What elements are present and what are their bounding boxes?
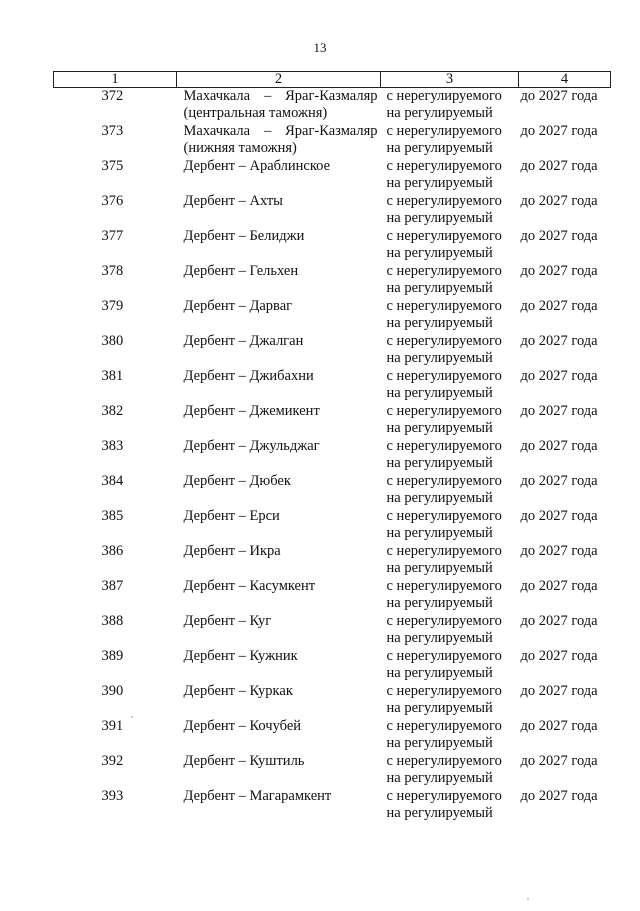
- change-text: на регулируемый: [386, 420, 493, 436]
- change-text: с нерегулируемого: [386, 298, 502, 314]
- term-cell: до 2027 года: [520, 298, 598, 314]
- change-text: на регулируемый: [386, 140, 493, 156]
- change-cell: [381, 788, 519, 823]
- table-row: [54, 543, 611, 578]
- route-cell: [177, 88, 381, 124]
- row-number: 377: [101, 228, 124, 244]
- change-text: с нерегулируемого: [386, 613, 502, 629]
- term-cell: до 2027 года: [520, 368, 598, 384]
- change-cell: [381, 333, 519, 368]
- table-body: [54, 88, 611, 824]
- table-row: [54, 368, 611, 403]
- route-text: Махачкала – Яраг-Казмаляр: [183, 123, 378, 139]
- change-text: с нерегулируемого: [386, 438, 502, 454]
- change-text: на регулируемый: [386, 490, 493, 506]
- table-header: [54, 72, 611, 88]
- change-cell: [381, 753, 519, 788]
- table-row: [54, 578, 611, 613]
- route-text: Дербент – Икра: [183, 543, 281, 559]
- term-cell: до 2027 года: [520, 578, 598, 594]
- row-number: 380: [101, 333, 124, 349]
- change-cell: [381, 123, 519, 158]
- change-text: на регулируемый: [386, 560, 493, 576]
- table-row: [54, 88, 611, 124]
- term-cell: до 2027 года: [520, 718, 598, 734]
- change-text: на регулируемый: [386, 525, 493, 541]
- route-text: Дербент – Кужник: [183, 648, 298, 664]
- table-row: [54, 333, 611, 368]
- change-text: с нерегулируемого: [386, 123, 502, 139]
- row-number: 376: [101, 193, 124, 209]
- change-text: на регулируемый: [386, 105, 493, 121]
- row-number: 384: [101, 473, 124, 489]
- change-text: на регулируемый: [386, 385, 493, 401]
- change-text: с нерегулируемого: [386, 788, 502, 804]
- route-text: Дербент – Дюбек: [183, 473, 291, 489]
- change-cell: [381, 718, 519, 753]
- change-cell: [381, 298, 519, 333]
- change-text: с нерегулируемого: [386, 718, 502, 734]
- route-cell: [177, 718, 381, 753]
- change-text: с нерегулируемого: [386, 193, 502, 209]
- column-header-1: 1: [54, 72, 177, 88]
- row-number: 386: [101, 543, 124, 559]
- term-cell: до 2027 года: [520, 403, 598, 419]
- route-text: (нижняя таможня): [183, 140, 297, 156]
- route-cell: [177, 648, 381, 683]
- route-cell: [177, 263, 381, 298]
- table-row: [54, 718, 611, 753]
- route-cell: [177, 228, 381, 263]
- term-cell: до 2027 года: [520, 648, 598, 664]
- table-row: [54, 473, 611, 508]
- route-cell: [177, 753, 381, 788]
- row-number: 379: [101, 298, 124, 314]
- scan-speck: [131, 716, 133, 718]
- row-number: 393: [101, 788, 124, 804]
- route-cell: [177, 578, 381, 613]
- term-cell: до 2027 года: [520, 438, 598, 454]
- route-text: Дербент – Белиджи: [183, 228, 305, 244]
- route-text: Дербент – Джалган: [183, 333, 304, 349]
- row-number: 389: [101, 648, 124, 664]
- change-cell: [381, 193, 519, 228]
- row-number: 383: [101, 438, 124, 454]
- routes-table: [53, 71, 611, 823]
- route-cell: [177, 333, 381, 368]
- change-text: на регулируемый: [386, 455, 493, 471]
- change-cell: [381, 88, 519, 124]
- term-cell: до 2027 года: [520, 263, 598, 279]
- change-text: с нерегулируемого: [386, 753, 502, 769]
- change-text: на регулируемый: [386, 175, 493, 191]
- row-number: 387: [101, 578, 124, 594]
- table-row: [54, 438, 611, 473]
- route-cell: [177, 508, 381, 543]
- row-number: 375: [101, 158, 124, 174]
- term-cell: до 2027 года: [520, 333, 598, 349]
- change-text: на регулируемый: [386, 805, 493, 821]
- change-cell: [381, 578, 519, 613]
- change-text: на регулируемый: [386, 630, 493, 646]
- row-number: 372: [101, 88, 124, 104]
- table-row: [54, 403, 611, 438]
- table-row: [54, 298, 611, 333]
- route-cell: [177, 368, 381, 403]
- term-cell: до 2027 года: [520, 123, 598, 139]
- route-cell: [177, 158, 381, 193]
- term-cell: до 2027 года: [520, 473, 598, 489]
- route-text: Дербент – Куштиль: [183, 753, 305, 769]
- change-text: на регулируемый: [386, 280, 493, 296]
- scan-speck: [527, 898, 529, 900]
- change-text: с нерегулируемого: [386, 578, 502, 594]
- change-text: с нерегулируемого: [386, 648, 502, 664]
- table-row: [54, 683, 611, 718]
- table-row: [54, 263, 611, 298]
- term-cell: до 2027 года: [520, 543, 598, 559]
- table-row: [54, 648, 611, 683]
- table-row: [54, 158, 611, 193]
- route-text: Дербент – Джибахни: [183, 368, 314, 384]
- change-text: с нерегулируемого: [386, 683, 502, 699]
- route-cell: [177, 788, 381, 823]
- route-text: Дербент – Гельхен: [183, 263, 299, 279]
- term-cell: до 2027 года: [520, 193, 598, 209]
- row-number: 392: [101, 753, 124, 769]
- change-text: с нерегулируемого: [386, 543, 502, 559]
- route-text: Дербент – Ерси: [183, 508, 280, 524]
- change-text: с нерегулируемого: [386, 473, 502, 489]
- table-row: [54, 228, 611, 263]
- change-text: на регулируемый: [386, 770, 493, 786]
- route-text: (центральная таможня): [183, 105, 328, 121]
- route-text: Дербент – Кочубей: [183, 718, 302, 734]
- route-cell: [177, 403, 381, 438]
- change-text: на регулируемый: [386, 665, 493, 681]
- table-row: [54, 753, 611, 788]
- row-number: 388: [101, 613, 124, 629]
- header-row: [54, 72, 611, 88]
- row-number: 390: [101, 683, 124, 699]
- change-text: на регулируемый: [386, 315, 493, 331]
- change-text: на регулируемый: [386, 210, 493, 226]
- route-cell: [177, 613, 381, 648]
- term-cell: до 2027 года: [520, 158, 598, 174]
- column-header-2: 2: [177, 72, 381, 88]
- route-cell: [177, 543, 381, 578]
- change-text: с нерегулируемого: [386, 263, 502, 279]
- route-text: Дербент – Куг: [183, 613, 272, 629]
- change-cell: [381, 508, 519, 543]
- route-cell: [177, 123, 381, 158]
- term-cell: до 2027 года: [520, 753, 598, 769]
- table-row: [54, 193, 611, 228]
- route-cell: [177, 473, 381, 508]
- term-cell: до 2027 года: [520, 683, 598, 699]
- term-cell: до 2027 года: [520, 788, 598, 804]
- route-text: Дербент – Джульджаг: [183, 438, 320, 454]
- row-number: 378: [101, 263, 124, 279]
- term-cell: до 2027 года: [520, 613, 598, 629]
- term-cell: до 2027 года: [520, 228, 598, 244]
- change-text: с нерегулируемого: [386, 88, 502, 104]
- route-text: Дербент – Ахты: [183, 193, 283, 209]
- change-text: на регулируемый: [386, 700, 493, 716]
- change-cell: [381, 648, 519, 683]
- change-cell: [381, 263, 519, 298]
- page-number: 13: [313, 40, 327, 55]
- change-cell: [381, 403, 519, 438]
- route-cell: [177, 298, 381, 333]
- row-number: 385: [101, 508, 124, 524]
- table-row: [54, 123, 611, 158]
- row-number: 373: [101, 123, 124, 139]
- route-text: Махачкала – Яраг-Казмаляр: [183, 88, 378, 104]
- column-header-4: 4: [519, 72, 611, 88]
- change-text: с нерегулируемого: [386, 228, 502, 244]
- change-cell: [381, 543, 519, 578]
- change-text: на регулируемый: [386, 350, 493, 366]
- route-cell: [177, 193, 381, 228]
- route-cell: [177, 683, 381, 718]
- route-text: Дербент – Касумкент: [183, 578, 316, 594]
- row-number: 382: [101, 403, 124, 419]
- change-text: на регулируемый: [386, 245, 493, 261]
- change-cell: [381, 228, 519, 263]
- table-row: [54, 788, 611, 823]
- route-text: Дербент – Джемикент: [183, 403, 320, 419]
- change-text: с нерегулируемого: [386, 333, 502, 349]
- change-cell: [381, 158, 519, 193]
- route-text: Дербент – Араблинское: [183, 158, 331, 174]
- term-cell: до 2027 года: [520, 508, 598, 524]
- column-header-3: 3: [381, 72, 519, 88]
- row-number: 381: [101, 368, 124, 384]
- change-cell: [381, 438, 519, 473]
- row-number: 391: [101, 718, 124, 734]
- change-cell: [381, 613, 519, 648]
- table-row: [54, 613, 611, 648]
- change-cell: [381, 473, 519, 508]
- change-cell: [381, 683, 519, 718]
- change-text: на регулируемый: [386, 735, 493, 751]
- route-text: Дербент – Дарваг: [183, 298, 293, 314]
- route-cell: [177, 438, 381, 473]
- change-text: с нерегулируемого: [386, 158, 502, 174]
- change-text: с нерегулируемого: [386, 403, 502, 419]
- change-text: на регулируемый: [386, 595, 493, 611]
- table-row: [54, 508, 611, 543]
- change-text: с нерегулируемого: [386, 508, 502, 524]
- change-text: с нерегулируемого: [386, 368, 502, 384]
- route-text: Дербент – Куркак: [183, 683, 293, 699]
- term-cell: до 2027 года: [520, 88, 598, 104]
- change-cell: [381, 368, 519, 403]
- route-text: Дербент – Магарамкент: [183, 788, 332, 804]
